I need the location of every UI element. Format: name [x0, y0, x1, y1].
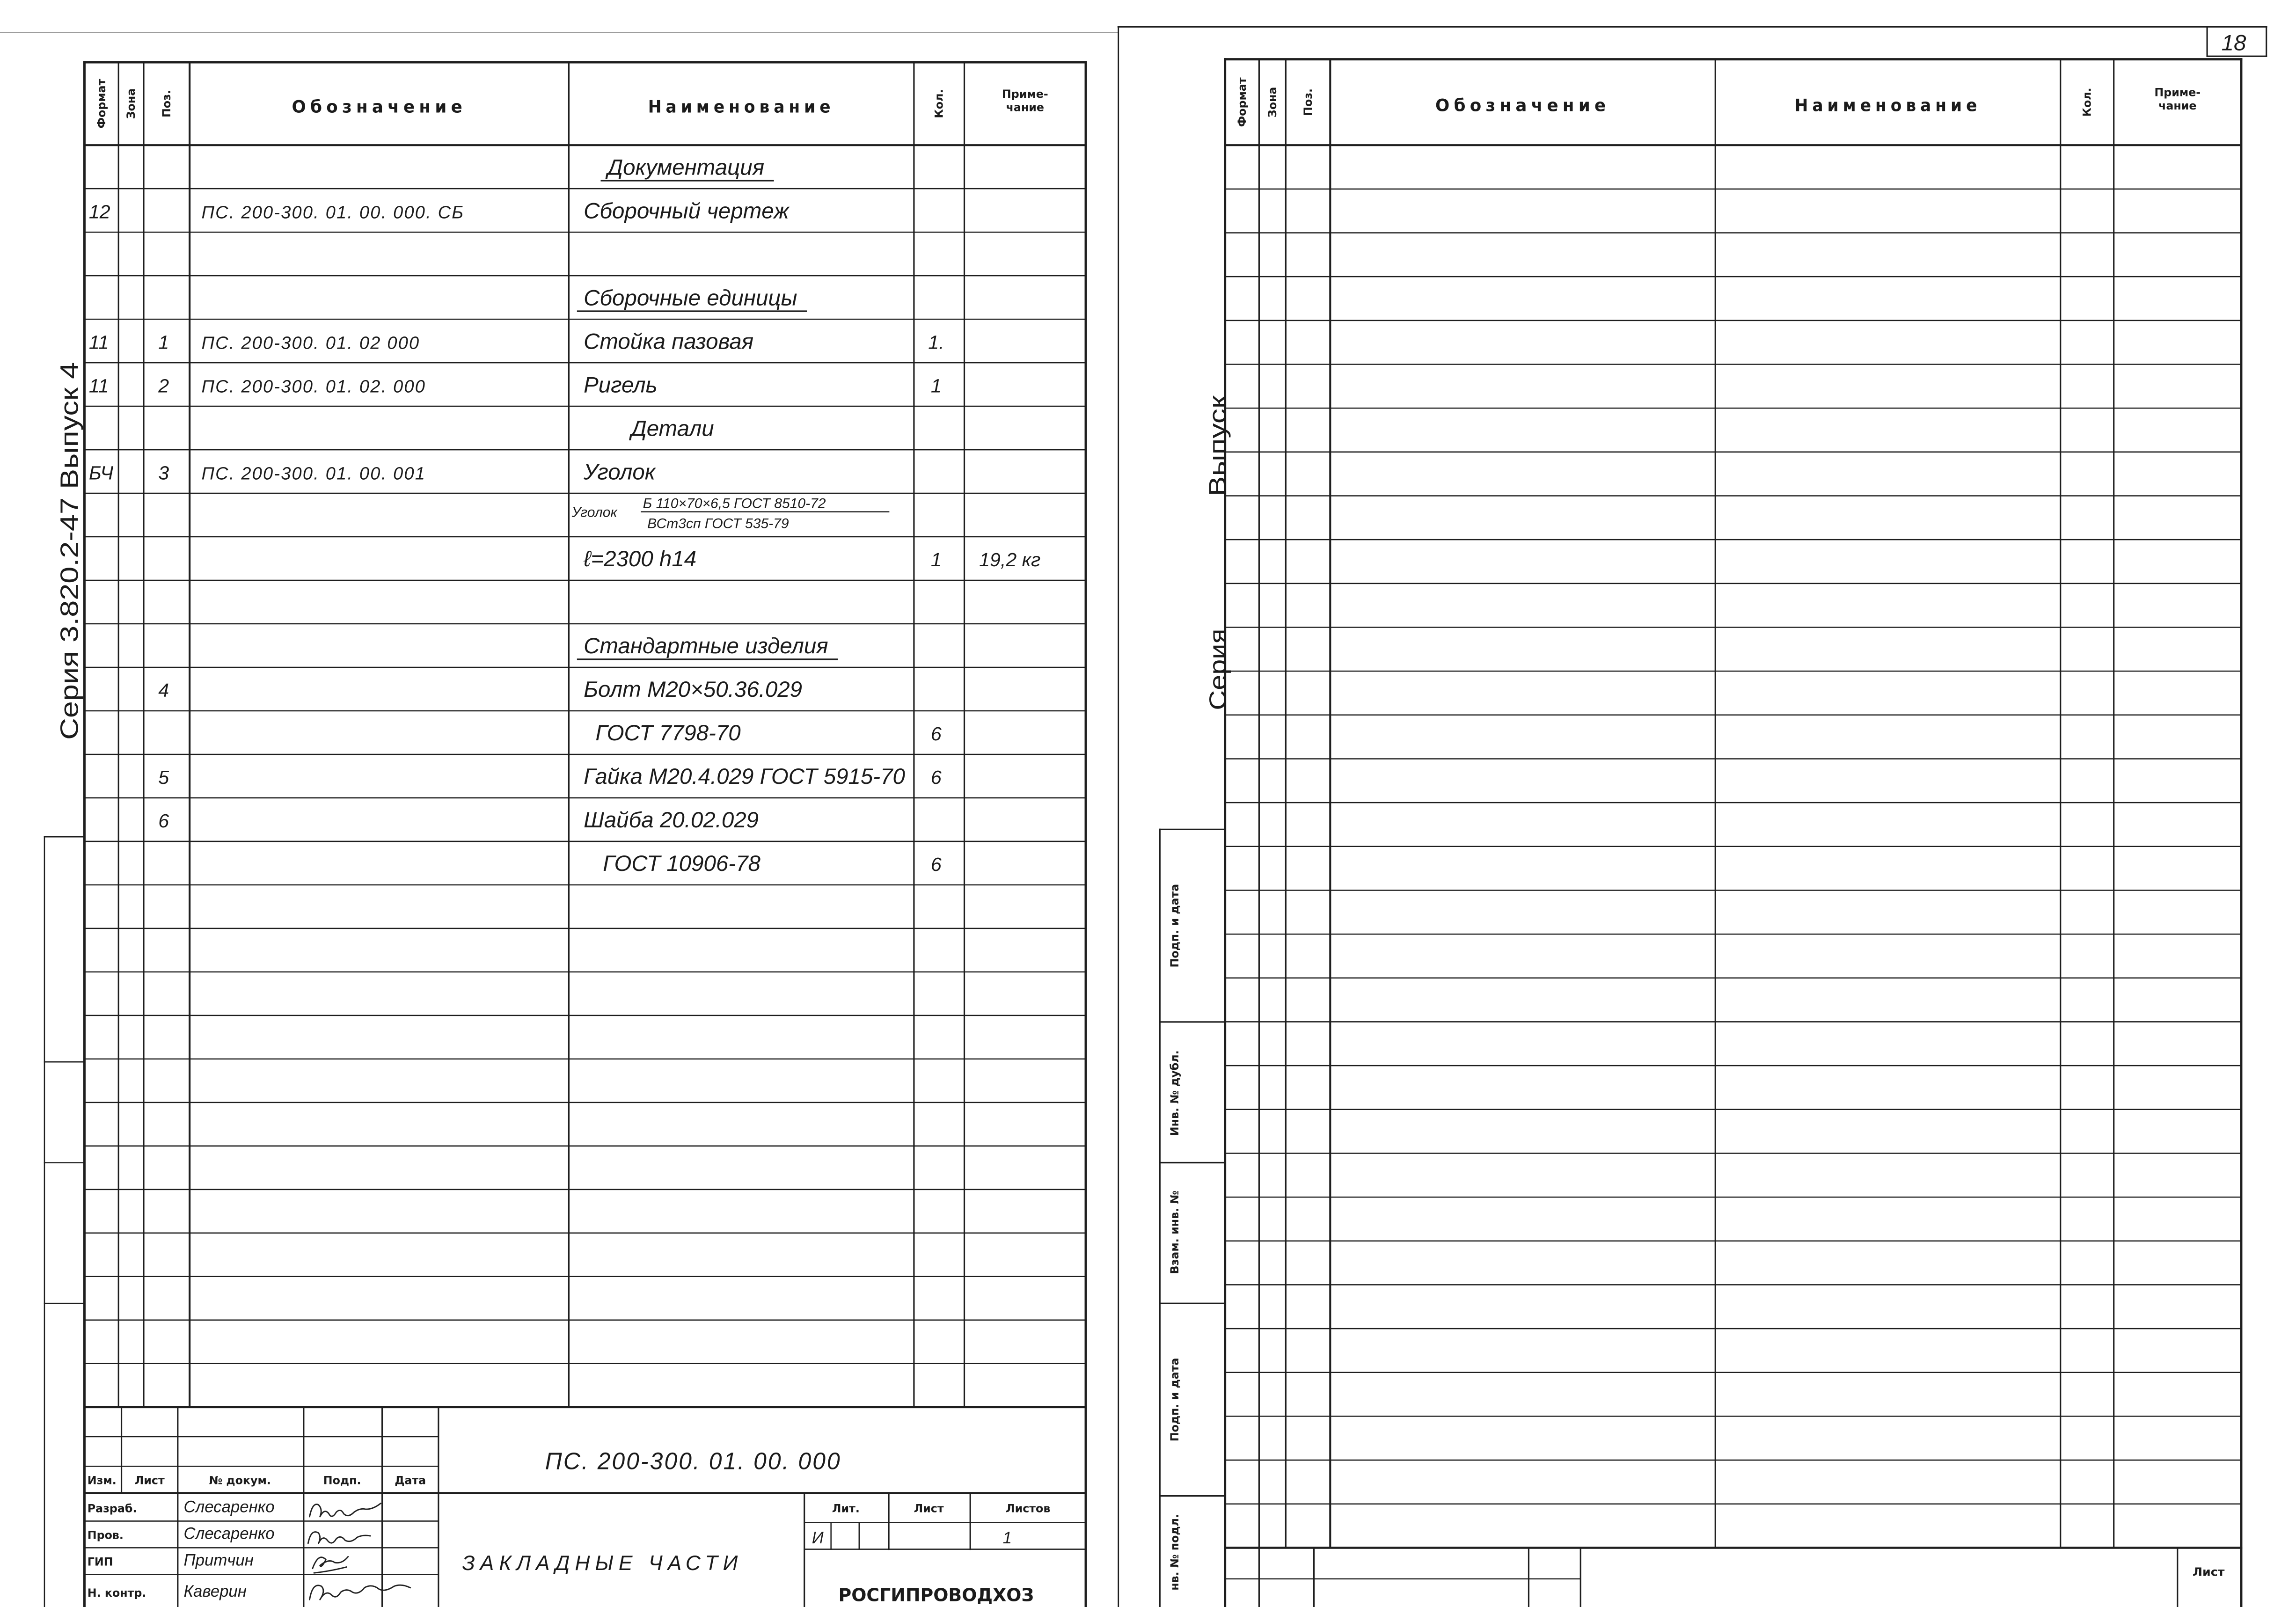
row-name: Гайка М20.4.029 ГОСТ 5915-70 [584, 764, 905, 789]
row-format: БЧ [88, 462, 114, 484]
row-designation: ПС. 200-300. 01. 00. 000. СБ [201, 203, 465, 223]
row-name: Стандартные изделия [584, 634, 828, 659]
row-name: Уголок [571, 504, 617, 520]
row-position: 4 [158, 679, 169, 701]
signatory-name: Слесаренко [183, 1524, 275, 1543]
binding-field-label: Подп. и дата [1168, 1358, 1181, 1442]
row-name: ℓ=2300 h14 [584, 547, 697, 572]
header-position-label: Поз. [1301, 88, 1315, 116]
header-note-label: Приме- [1002, 87, 1048, 101]
row-format: 11 [88, 331, 109, 353]
row-quantity: 6 [930, 723, 942, 745]
header-note-label: чание [2158, 99, 2197, 113]
row-designation: ПС. 200-300. 01. 02 000 [201, 333, 420, 353]
signatory-name: Слесаренко [183, 1497, 275, 1516]
header-designation-label: Обозначение [292, 96, 467, 117]
row-name: Документация [607, 155, 765, 180]
row-quantity: 6 [930, 854, 942, 876]
row-quantity: 1 [930, 549, 942, 571]
binding-field-label: Подп. и дата [1168, 884, 1181, 968]
binding-field-label: Инв. № дубл. [1168, 1050, 1181, 1136]
signatory-name: Притчин [183, 1551, 254, 1570]
row-name: Детали [631, 416, 714, 441]
stage-header-sheet: Лист [914, 1502, 944, 1515]
document-title: ЗАКЛАДНЫЕ ЧАСТИ [462, 1551, 743, 1575]
header-note-label: чание [1006, 101, 1044, 114]
header-name-label: Наименование [648, 96, 835, 117]
row-position: 6 [158, 810, 169, 832]
header-zone-label: Зона [124, 88, 138, 119]
revision-header-signature: Подп. [323, 1474, 361, 1487]
row-designation: ПС. 200-300. 01. 02. 000 [201, 377, 426, 397]
binding-field-label: Взам. инв. № [1168, 1191, 1181, 1274]
stage-header-sheets: Листов [1005, 1502, 1051, 1515]
issue-caption: Выпуск [1204, 416, 1231, 497]
page-number: 18 [2221, 30, 2246, 56]
organization-name: РОСГИПРОВОДХОЗ [838, 1585, 1034, 1606]
row-format: 11 [88, 375, 109, 397]
binding-field-label: нв. № подл. [1168, 1514, 1181, 1591]
revision-header-doc-no: № докум. [209, 1474, 271, 1487]
document-designation: ПС. 200-300. 01. 00. 000 [545, 1447, 841, 1475]
row-position: 2 [158, 375, 169, 397]
revision-header-change: Изм. [87, 1474, 117, 1487]
row-quantity: 1. [928, 331, 944, 353]
stage-letter-value: И [812, 1528, 824, 1547]
header-format-label: Формат [1235, 77, 1249, 127]
revision-header-sheet: Лист [134, 1474, 165, 1487]
signatory-name: Каверин [183, 1582, 247, 1600]
header-quantity-label: Кол. [932, 89, 946, 118]
signatory-role: Н. контр. [87, 1586, 146, 1600]
stage-sheets-value: 1 [1002, 1528, 1012, 1547]
row-name: Сборочные единицы [584, 285, 797, 311]
row-name: Шайба 20.02.029 [584, 808, 759, 833]
header-quantity-label: Кол. [2080, 88, 2094, 117]
header-format-label: Формат [95, 79, 108, 129]
row-name: ГОСТ 10906-78 [603, 851, 760, 877]
row-position: 5 [158, 767, 169, 789]
row-name-fraction-denominator: ВСт3сп ГОСТ 535-79 [647, 516, 789, 532]
row-name: Болт М20×50.36.029 [584, 677, 803, 702]
row-position: 1 [158, 331, 169, 353]
row-name: ГОСТ 7798-70 [595, 721, 741, 746]
header-note-label: Приме- [2154, 86, 2201, 99]
row-name-fraction-numerator: Б 110×70×6,5 ГОСТ 8510-72 [643, 496, 826, 511]
row-name: Стойка пазовая [584, 329, 754, 354]
row-position: 3 [158, 462, 169, 484]
row-designation: ПС. 200-300. 01. 00. 001 [201, 464, 426, 484]
row-note: 19,2 кг [979, 549, 1041, 571]
header-name-label: Наименование [1794, 95, 1982, 116]
header-designation-label: Обозначение [1435, 95, 1610, 116]
signatory-role: Разраб. [87, 1502, 137, 1515]
row-name: Сборочный чертеж [584, 198, 789, 224]
row-quantity: 6 [930, 767, 942, 789]
header-zone-label: Зона [1265, 87, 1279, 118]
stage-header-letter: Лит. [832, 1502, 860, 1515]
series-caption: Серия [1204, 641, 1231, 710]
row-name: Ригель [584, 373, 658, 398]
series-issue-caption: Серия 3.820.2-47 Выпуск 4 [55, 426, 84, 740]
signatory-role: Пров. [87, 1528, 124, 1542]
row-format: 12 [88, 201, 110, 223]
signatory-role: ГИП [87, 1555, 113, 1569]
sheet-label: Лист [2193, 1564, 2225, 1579]
header-position-label: Поз. [160, 90, 174, 118]
row-quantity: 1 [930, 375, 942, 397]
row-name: Уголок [584, 460, 656, 485]
revision-header-date: Дата [395, 1474, 426, 1487]
